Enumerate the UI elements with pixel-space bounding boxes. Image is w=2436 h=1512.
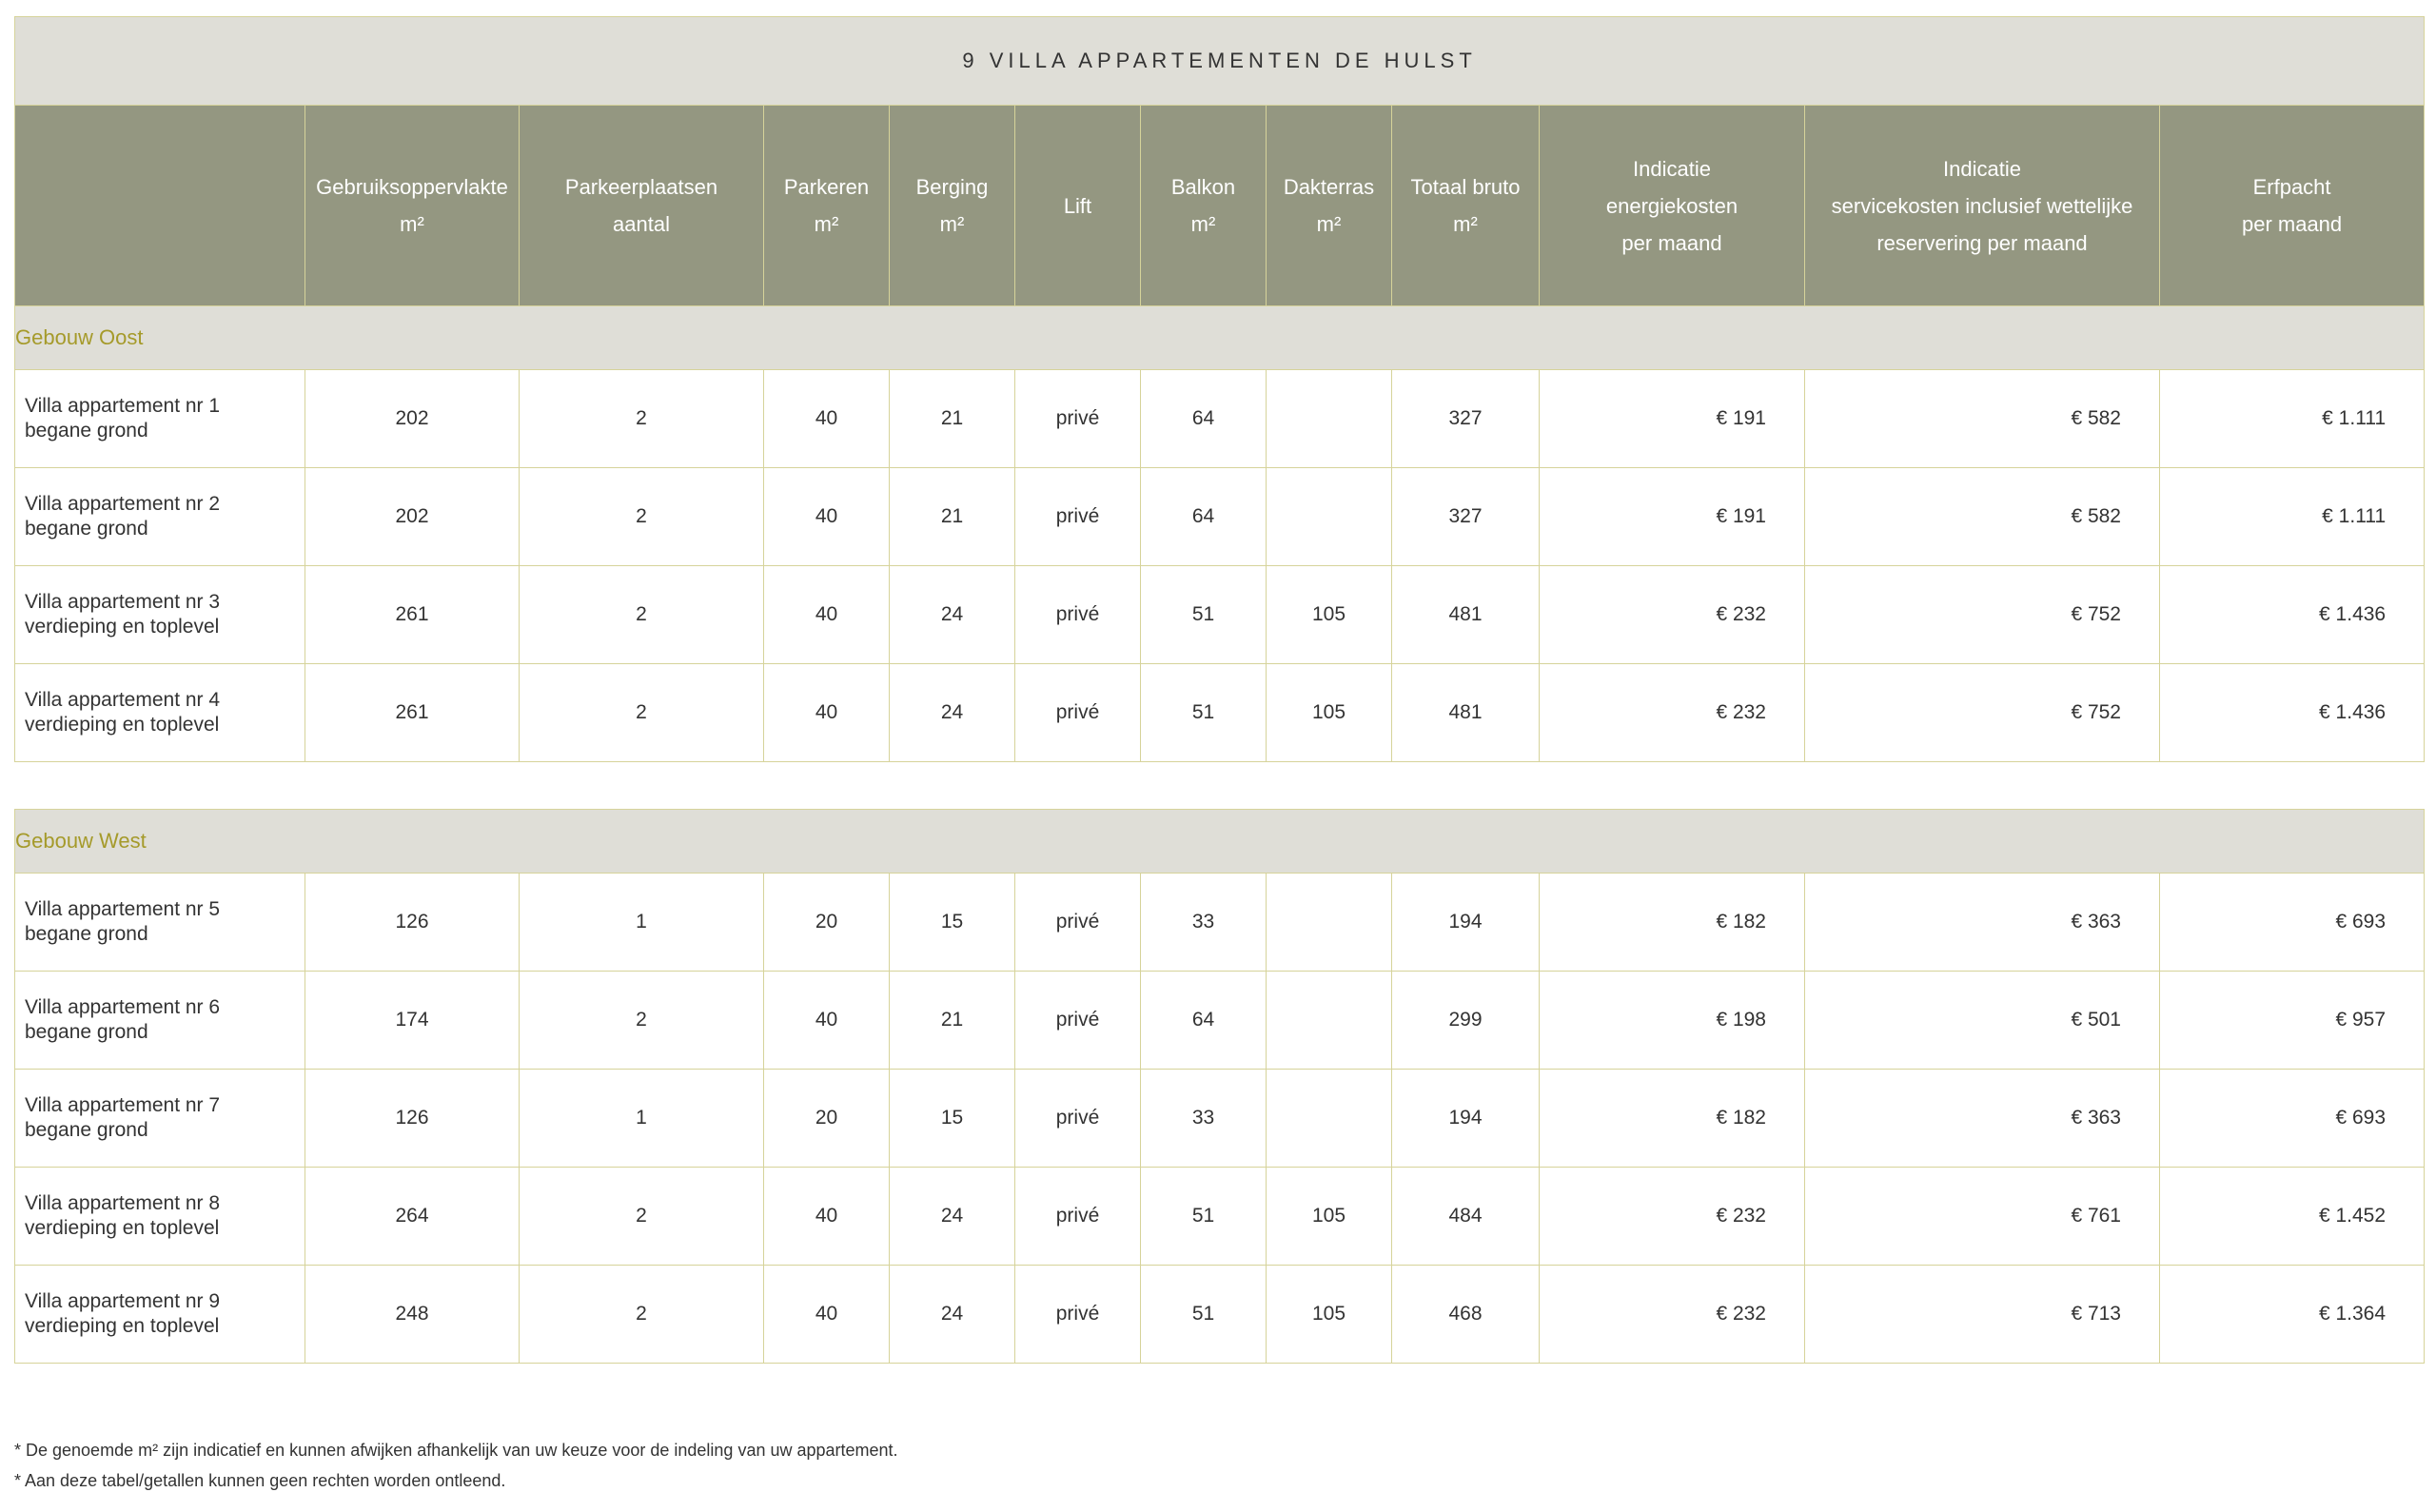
apartment-name-cell xyxy=(15,972,305,1070)
table-row xyxy=(15,1266,2425,1364)
cell-berging: 24 xyxy=(890,664,1015,762)
table-body-west xyxy=(15,810,2425,1364)
column-header-0 xyxy=(15,106,305,306)
cell-gebruik: 174 xyxy=(305,972,520,1070)
cell-lift: privé xyxy=(1015,370,1141,468)
apartment-name: Villa appartement nr 8 xyxy=(25,1192,221,1214)
cell-erfpacht: € 1.111 xyxy=(2160,370,2425,468)
cell-berging: 15 xyxy=(890,1070,1015,1168)
cell-totaal: 327 xyxy=(1392,468,1540,566)
column-header-3 xyxy=(764,106,890,306)
column-header-line: aantal xyxy=(613,212,670,236)
apartment-name-cell xyxy=(15,1070,305,1168)
cell-service: € 582 xyxy=(1805,468,2160,566)
cell-parkeerplaatsen: 2 xyxy=(520,972,764,1070)
cell-balkon: 51 xyxy=(1141,566,1267,664)
cell-lift: privé xyxy=(1015,1266,1141,1364)
cell-berging: 24 xyxy=(890,1266,1015,1364)
column-header-line: m² xyxy=(1190,212,1216,236)
price-table-west xyxy=(14,809,2425,1364)
cell-gebruik: 264 xyxy=(305,1168,520,1266)
table-title: 9 VILLA APPARTEMENTEN DE HULST xyxy=(15,17,2425,106)
column-header-4 xyxy=(890,106,1015,306)
cell-lift: privé xyxy=(1015,566,1141,664)
cell-energie: € 232 xyxy=(1540,1168,1805,1266)
footnote-1: * De genoemde m² zijn indicatief en kunnen afwijken afhankelijk van uw keuze voor de indeling van uw appartement. xyxy=(14,1441,898,1460)
cell-berging: 21 xyxy=(890,972,1015,1070)
cell-service: € 713 xyxy=(1805,1266,2160,1364)
cell-totaal: 481 xyxy=(1392,566,1540,664)
apartment-name-cell xyxy=(15,664,305,762)
column-header-line: m² xyxy=(814,212,839,236)
cell-dakterras xyxy=(1267,972,1392,1070)
column-header-line: m² xyxy=(939,212,965,236)
cell-parkeerplaatsen: 2 xyxy=(520,1266,764,1364)
price-table-sheet xyxy=(14,16,2424,1364)
cell-parkeerplaatsen: 1 xyxy=(520,874,764,972)
apartment-floor: begane grond xyxy=(25,518,148,540)
cell-service: € 501 xyxy=(1805,972,2160,1070)
cell-energie: € 198 xyxy=(1540,972,1805,1070)
apartment-name: Villa appartement nr 4 xyxy=(25,689,221,711)
cell-parkeren: 40 xyxy=(764,370,890,468)
cell-dakterras: 105 xyxy=(1267,1168,1392,1266)
apartment-name-cell xyxy=(15,1266,305,1364)
cell-balkon: 51 xyxy=(1141,1168,1267,1266)
column-header-line: energiekosten xyxy=(1605,193,1739,218)
apartment-floor: begane grond xyxy=(25,923,148,945)
apartment-floor: verdieping en toplevel xyxy=(25,616,220,638)
cell-gebruik: 261 xyxy=(305,664,520,762)
cell-berging: 21 xyxy=(890,370,1015,468)
cell-balkon: 51 xyxy=(1141,1266,1267,1364)
column-header-line: Dakterras xyxy=(1283,175,1375,199)
cell-energie: € 232 xyxy=(1540,664,1805,762)
apartment-name: Villa appartement nr 5 xyxy=(25,898,221,920)
section-header-row xyxy=(15,306,2425,370)
apartment-name-cell xyxy=(15,566,305,664)
apartment-floor: begane grond xyxy=(25,1021,148,1043)
cell-parkeren: 40 xyxy=(764,664,890,762)
column-header-6 xyxy=(1141,106,1267,306)
column-header-line: reservering per maand xyxy=(1876,230,2088,255)
column-header-line: m² xyxy=(400,212,424,236)
price-table xyxy=(14,16,2425,762)
cell-erfpacht: € 1.436 xyxy=(2160,566,2425,664)
cell-dakterras: 105 xyxy=(1267,566,1392,664)
cell-parkeren: 20 xyxy=(764,1070,890,1168)
footnotes xyxy=(14,1435,898,1496)
cell-parkeren: 40 xyxy=(764,1266,890,1364)
column-header-line: servicekosten inclusief wettelijke xyxy=(1831,193,2133,218)
cell-lift: privé xyxy=(1015,1168,1141,1266)
cell-erfpacht: € 1.364 xyxy=(2160,1266,2425,1364)
cell-energie: € 182 xyxy=(1540,1070,1805,1168)
cell-service: € 363 xyxy=(1805,1070,2160,1168)
footnote-2: * Aan deze tabel/getallen kunnen geen rechten worden ontleend. xyxy=(14,1471,506,1490)
cell-dakterras: 105 xyxy=(1267,1266,1392,1364)
cell-berging: 24 xyxy=(890,1168,1015,1266)
column-header-line: Lift xyxy=(1063,193,1092,218)
cell-gebruik: 248 xyxy=(305,1266,520,1364)
cell-service: € 752 xyxy=(1805,664,2160,762)
apartment-name: Villa appartement nr 3 xyxy=(25,591,221,613)
apartment-name-cell xyxy=(15,1168,305,1266)
cell-berging: 21 xyxy=(890,468,1015,566)
column-header-line: m² xyxy=(1453,212,1478,236)
apartment-floor: verdieping en toplevel xyxy=(25,1315,220,1337)
cell-dakterras: 105 xyxy=(1267,664,1392,762)
cell-lift: privé xyxy=(1015,468,1141,566)
cell-berging: 15 xyxy=(890,874,1015,972)
cell-service: € 582 xyxy=(1805,370,2160,468)
title-band xyxy=(15,17,2425,106)
column-header-line: Erfpacht xyxy=(2252,175,2331,199)
section-title: Gebouw West xyxy=(15,810,2425,874)
cell-parkeerplaatsen: 2 xyxy=(520,1168,764,1266)
cell-balkon: 33 xyxy=(1141,874,1267,972)
cell-lift: privé xyxy=(1015,972,1141,1070)
cell-energie: € 191 xyxy=(1540,468,1805,566)
apartment-floor: verdieping en toplevel xyxy=(25,714,220,736)
cell-dakterras xyxy=(1267,1070,1392,1168)
apartment-name: Villa appartement nr 1 xyxy=(25,395,221,417)
column-header-8 xyxy=(1392,106,1540,306)
cell-dakterras xyxy=(1267,468,1392,566)
column-header-2 xyxy=(520,106,764,306)
cell-totaal: 484 xyxy=(1392,1168,1540,1266)
cell-berging: 24 xyxy=(890,566,1015,664)
cell-lift: privé xyxy=(1015,1070,1141,1168)
column-header-line: per maand xyxy=(1621,230,1722,255)
cell-erfpacht: € 693 xyxy=(2160,874,2425,972)
cell-totaal: 481 xyxy=(1392,664,1540,762)
column-header-line: Berging xyxy=(915,175,989,199)
column-header-11 xyxy=(2160,106,2425,306)
cell-energie: € 182 xyxy=(1540,874,1805,972)
cell-balkon: 64 xyxy=(1141,468,1267,566)
column-header-line: Parkeren xyxy=(783,175,870,199)
column-header-line: Totaal bruto xyxy=(1410,175,1521,199)
cell-parkeren: 40 xyxy=(764,566,890,664)
cell-erfpacht: € 1.436 xyxy=(2160,664,2425,762)
table-row xyxy=(15,874,2425,972)
cell-gebruik: 126 xyxy=(305,874,520,972)
column-header-10 xyxy=(1805,106,2160,306)
column-header-line: Parkeerplaatsen xyxy=(564,175,718,199)
cell-parkeerplaatsen: 1 xyxy=(520,1070,764,1168)
column-header-line: Gebruiksoppervlakte xyxy=(316,175,508,199)
cell-balkon: 33 xyxy=(1141,1070,1267,1168)
apartment-floor: begane grond xyxy=(25,420,148,442)
cell-parkeerplaatsen: 2 xyxy=(520,468,764,566)
table-body xyxy=(15,306,2425,762)
cell-totaal: 194 xyxy=(1392,1070,1540,1168)
apartment-floor: begane grond xyxy=(25,1119,148,1141)
apartment-name: Villa appartement nr 9 xyxy=(25,1290,221,1312)
cell-erfpacht: € 957 xyxy=(2160,972,2425,1070)
cell-gebruik: 202 xyxy=(305,468,520,566)
cell-totaal: 299 xyxy=(1392,972,1540,1070)
cell-dakterras xyxy=(1267,874,1392,972)
cell-parkeerplaatsen: 2 xyxy=(520,370,764,468)
cell-balkon: 64 xyxy=(1141,972,1267,1070)
table-row xyxy=(15,566,2425,664)
cell-energie: € 232 xyxy=(1540,566,1805,664)
section-title: Gebouw Oost xyxy=(15,306,2425,370)
table-row xyxy=(15,370,2425,468)
cell-lift: privé xyxy=(1015,874,1141,972)
table-row xyxy=(15,664,2425,762)
cell-service: € 363 xyxy=(1805,874,2160,972)
cell-erfpacht: € 693 xyxy=(2160,1070,2425,1168)
column-header-5 xyxy=(1015,106,1141,306)
cell-erfpacht: € 1.452 xyxy=(2160,1168,2425,1266)
column-header-1 xyxy=(305,106,520,306)
apartment-name-cell xyxy=(15,468,305,566)
cell-parkeren: 20 xyxy=(764,874,890,972)
column-header-line: m² xyxy=(1316,212,1342,236)
cell-totaal: 194 xyxy=(1392,874,1540,972)
cell-parkeerplaatsen: 2 xyxy=(520,664,764,762)
cell-gebruik: 261 xyxy=(305,566,520,664)
apartment-name: Villa appartement nr 7 xyxy=(25,1094,221,1116)
cell-balkon: 64 xyxy=(1141,370,1267,468)
apartment-name-cell xyxy=(15,370,305,468)
table-row xyxy=(15,468,2425,566)
cell-parkeren: 40 xyxy=(764,972,890,1070)
cell-totaal: 468 xyxy=(1392,1266,1540,1364)
column-header-7 xyxy=(1267,106,1392,306)
apartment-name-cell xyxy=(15,874,305,972)
table-row xyxy=(15,1070,2425,1168)
column-header-line: Balkon xyxy=(1170,175,1236,199)
column-header-9 xyxy=(1540,106,1805,306)
column-header-line: per maand xyxy=(2241,212,2343,236)
section-header-row xyxy=(15,810,2425,874)
cell-gebruik: 202 xyxy=(305,370,520,468)
column-header-line: Indicatie xyxy=(1943,156,2021,181)
cell-lift: privé xyxy=(1015,664,1141,762)
column-header-row xyxy=(15,106,2425,306)
cell-dakterras xyxy=(1267,370,1392,468)
table-row xyxy=(15,1168,2425,1266)
cell-totaal: 327 xyxy=(1392,370,1540,468)
apartment-name: Villa appartement nr 2 xyxy=(25,493,221,515)
apartment-floor: verdieping en toplevel xyxy=(25,1217,220,1239)
apartment-name: Villa appartement nr 6 xyxy=(25,996,221,1018)
cell-energie: € 232 xyxy=(1540,1266,1805,1364)
cell-service: € 752 xyxy=(1805,566,2160,664)
cell-erfpacht: € 1.111 xyxy=(2160,468,2425,566)
cell-parkeren: 40 xyxy=(764,468,890,566)
cell-parkeren: 40 xyxy=(764,1168,890,1266)
cell-service: € 761 xyxy=(1805,1168,2160,1266)
cell-gebruik: 126 xyxy=(305,1070,520,1168)
cell-parkeerplaatsen: 2 xyxy=(520,566,764,664)
cell-energie: € 191 xyxy=(1540,370,1805,468)
cell-balkon: 51 xyxy=(1141,664,1267,762)
column-header-line: Indicatie xyxy=(1633,156,1711,181)
table-row xyxy=(15,972,2425,1070)
